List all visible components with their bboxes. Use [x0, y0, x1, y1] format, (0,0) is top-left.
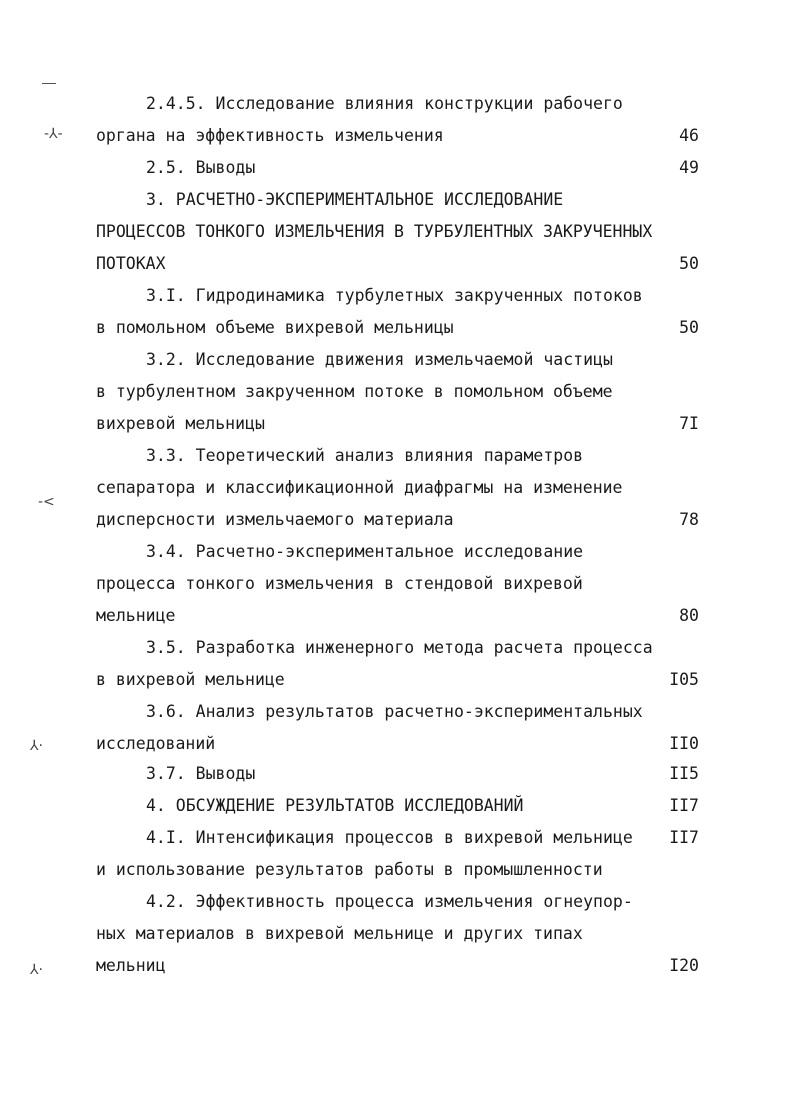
toc-page-number: 50 [679, 254, 699, 273]
toc-line [0, 473, 793, 503]
toc-line [0, 919, 793, 949]
toc-line [0, 281, 793, 311]
toc-entry-text: 3.5. Разработка инженерного метода расчета процесса [146, 638, 653, 657]
toc-line [0, 505, 793, 535]
toc-entry-text: 3.2. Исследование движения измельчаемой частицы [146, 350, 613, 369]
toc-page-number: 80 [679, 606, 699, 625]
toc-entry-text: 4.I. Интенсификация процессов в вихревой мельнице [146, 828, 633, 847]
toc-page-number: 49 [679, 158, 699, 177]
toc-entry-text: 2.4.5. Исследование влияния конструкции рабочего [146, 94, 623, 113]
toc-page-number: II5 [669, 764, 699, 783]
toc-entry-text: и использование результатов работы в промышленности [96, 860, 603, 879]
toc-entry-text: мельниц [96, 956, 166, 975]
toc-line [0, 697, 793, 727]
toc-line [0, 759, 793, 789]
toc-line [0, 729, 793, 759]
toc-line [0, 217, 793, 247]
toc-entry-text: мельнице [96, 606, 176, 625]
punch-hole-mark: ⅄· [30, 962, 44, 978]
toc-line [0, 633, 793, 663]
toc-entry-text: 3.3. Теоретический анализ влияния параметров [146, 446, 584, 465]
toc-page-number: II0 [669, 734, 699, 753]
toc-entry-text: в помольном объеме вихревой мельницы [96, 318, 454, 337]
toc-line [0, 313, 793, 343]
punch-hole-mark: -⅄- [44, 126, 63, 142]
margin-dash-mark [42, 83, 56, 84]
toc-entry-text: 3.6. Анализ результатов расчетно-экспериментальных [146, 702, 643, 721]
toc-page-number: II7 [669, 828, 699, 847]
toc-line [0, 665, 793, 695]
toc-line [0, 569, 793, 599]
toc-line [0, 121, 793, 151]
toc-line [0, 409, 793, 439]
toc-page-number: II7 [669, 796, 699, 815]
toc-page-number: 50 [679, 318, 699, 337]
toc-entry-text: 3.7. Выводы [146, 764, 256, 783]
toc-line [0, 537, 793, 567]
toc-line [0, 377, 793, 407]
toc-entry-text: вихревой мельницы [96, 414, 265, 433]
toc-line [0, 89, 793, 119]
toc-entry-text: органа на эффективность измельчения [96, 126, 444, 145]
toc-line [0, 855, 793, 885]
toc-entry-text: исследований [96, 734, 216, 753]
toc-line [0, 185, 793, 215]
toc-page-number: I20 [669, 956, 699, 975]
toc-line [0, 791, 793, 821]
toc-page-number: 7I [679, 414, 699, 433]
toc-entry-text: 2.5. Выводы [146, 158, 256, 177]
toc-entry-text: 3.I. Гидродинамика турбулетных закрученных потоков [146, 286, 643, 305]
toc-entry-text: 3.4. Расчетно-экспериментальное исследование [146, 542, 584, 561]
toc-entry-text: в вихревой мельнице [96, 670, 285, 689]
toc-entry-text: дисперсности измельчаемого материала [96, 510, 454, 529]
toc-line [0, 887, 793, 917]
toc-entry-text: в турбулентном закрученном потоке в помольном объеме [96, 382, 613, 401]
toc-line [0, 441, 793, 471]
toc-line [0, 249, 793, 279]
toc-entry-text: 3. РАСЧЕТНО-ЭКСПЕРИМЕНТАЛЬНОЕ ИССЛЕДОВАНИЕ [146, 190, 564, 209]
toc-line [0, 345, 793, 375]
toc-entry-text: ПРОЦЕССОВ ТОНКОГО ИЗМЕЛЬЧЕНИЯ В ТУРБУЛЕНТНЫХ ЗАКРУЧЕННЫХ [96, 222, 653, 241]
toc-entry-text: сепаратора и классификационной диафрагмы на изменение [96, 478, 623, 497]
toc-entry-text: процесса тонкого измельчения в стендовой вихревой [96, 574, 583, 593]
toc-page-number: I05 [669, 670, 699, 689]
toc-entry-text: 4. ОБСУЖДЕНИЕ РЕЗУЛЬТАТОВ ИССЛЕДОВАНИЙ [146, 796, 524, 815]
toc-line [0, 601, 793, 631]
toc-page-number: 78 [679, 510, 699, 529]
toc-line [0, 823, 793, 853]
toc-line [0, 951, 793, 981]
punch-hole-mark: ⅄· [30, 738, 44, 754]
punch-hole-mark: -< [38, 494, 55, 510]
toc-entry-text: ПОТОКАХ [96, 254, 166, 273]
toc-entry-text: 4.2. Эффективность процесса измельчения огнеупор- [146, 892, 633, 911]
toc-entry-text: ных материалов в вихревой мельнице и других типах [96, 924, 583, 943]
toc-page-number: 46 [679, 126, 699, 145]
toc-line [0, 153, 793, 183]
